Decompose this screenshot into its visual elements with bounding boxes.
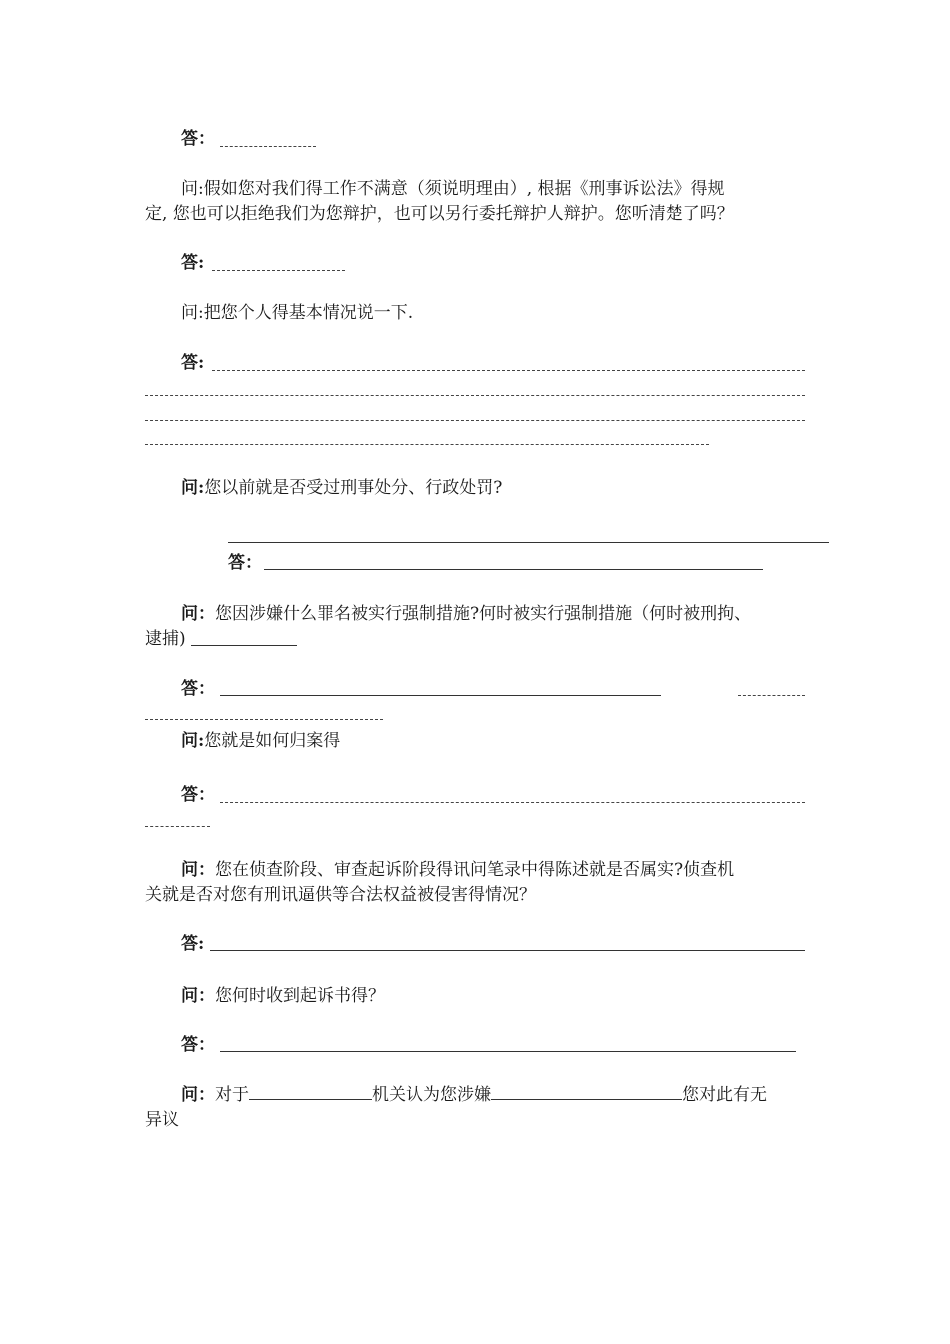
answer-9 bbox=[145, 676, 805, 702]
answer-15 bbox=[145, 1032, 805, 1058]
answer-label: 答: bbox=[181, 353, 205, 373]
question-14 bbox=[145, 983, 805, 1009]
question-6 bbox=[145, 475, 805, 501]
answer-blank[interactable] bbox=[264, 569, 763, 570]
answer-blank[interactable] bbox=[220, 146, 316, 147]
question-text: 异议 bbox=[145, 1110, 179, 1130]
question-text: 您就是如何归案得 bbox=[204, 731, 341, 751]
question-label: 问: bbox=[181, 179, 204, 199]
answer-blank[interactable] bbox=[228, 542, 829, 543]
answer-13 bbox=[145, 931, 805, 957]
question-10 bbox=[145, 728, 805, 754]
answer-blank[interactable] bbox=[212, 370, 805, 371]
question-8-line-1 bbox=[145, 601, 805, 627]
answer-3 bbox=[145, 250, 805, 276]
answer-blank[interactable] bbox=[210, 950, 805, 951]
question-text: 您因涉嫌什么罪名被实行强制措施?何时被实行强制措施（何时被刑拘、 bbox=[215, 604, 752, 624]
question-label: 问： bbox=[181, 604, 215, 624]
question-12-line-2 bbox=[145, 882, 805, 908]
question-label: 问： bbox=[181, 860, 215, 880]
question-text: 假如您对我们得工作不满意（须说明理由）, 根据《刑事诉讼法》得规 bbox=[203, 179, 725, 199]
question-label: 问： bbox=[181, 1085, 215, 1105]
answer-label: 答： bbox=[228, 553, 262, 573]
question-label: 问： bbox=[181, 986, 215, 1006]
answer-label: 答： bbox=[181, 1035, 215, 1055]
question-text: 把您个人得基本情况说一下. bbox=[203, 303, 414, 323]
question-label: 问: bbox=[181, 478, 205, 498]
question-text: 您在侦查阶段、审查起诉阶段得讯问笔录中得陈述就是否属实?侦查机 bbox=[215, 860, 735, 880]
answer-label: 答: bbox=[181, 253, 205, 273]
question-text: 您对此有无 bbox=[682, 1085, 767, 1105]
question-blank[interactable] bbox=[191, 645, 297, 646]
question-2-line-2 bbox=[145, 201, 805, 227]
question-blank[interactable] bbox=[491, 1085, 682, 1100]
answer-label: 答： bbox=[181, 785, 215, 805]
question-4 bbox=[145, 300, 805, 326]
question-text: 您以前就是否受过刑事处分、行政处罚? bbox=[204, 478, 503, 498]
answer-1 bbox=[145, 126, 805, 152]
answer-blank[interactable] bbox=[738, 695, 805, 696]
answer-11 bbox=[145, 782, 805, 808]
question-text: 对于 bbox=[215, 1085, 249, 1105]
question-blank[interactable] bbox=[249, 1085, 372, 1100]
answer-blank[interactable] bbox=[145, 719, 383, 720]
answer-blank[interactable] bbox=[220, 695, 661, 696]
question-text: 定, 您也可以拒绝我们为您辩护，也可以另行委托辩护人辩护。您听清楚了吗？ bbox=[145, 204, 734, 224]
answer-label: 答: bbox=[181, 934, 205, 954]
answer-7 bbox=[228, 550, 788, 576]
question-text: 关就是否对您有刑讯逼供等合法权益被侵害得情况？ bbox=[145, 885, 536, 905]
question-text: 机关认为您涉嫌 bbox=[372, 1085, 491, 1105]
answer-label: 答： bbox=[181, 129, 215, 149]
answer-blank[interactable] bbox=[145, 444, 709, 445]
question-text: 您何时收到起诉书得？ bbox=[215, 986, 385, 1006]
answer-blank[interactable] bbox=[220, 802, 805, 803]
answer-blank[interactable] bbox=[145, 395, 805, 396]
question-16-line-1 bbox=[145, 1082, 805, 1108]
question-2-line-1 bbox=[145, 176, 805, 202]
answer-blank[interactable] bbox=[212, 270, 345, 271]
question-16-line-2 bbox=[145, 1107, 805, 1133]
answer-5 bbox=[145, 350, 805, 376]
question-8-line-2 bbox=[145, 626, 805, 652]
answer-blank[interactable] bbox=[220, 1051, 796, 1052]
question-label: 问: bbox=[181, 731, 205, 751]
answer-blank[interactable] bbox=[145, 826, 210, 827]
question-text: 逮捕) bbox=[145, 629, 186, 649]
answer-label: 答： bbox=[181, 679, 215, 699]
question-12-line-1 bbox=[145, 857, 805, 883]
question-label: 问: bbox=[181, 303, 204, 323]
answer-blank[interactable] bbox=[145, 420, 805, 421]
